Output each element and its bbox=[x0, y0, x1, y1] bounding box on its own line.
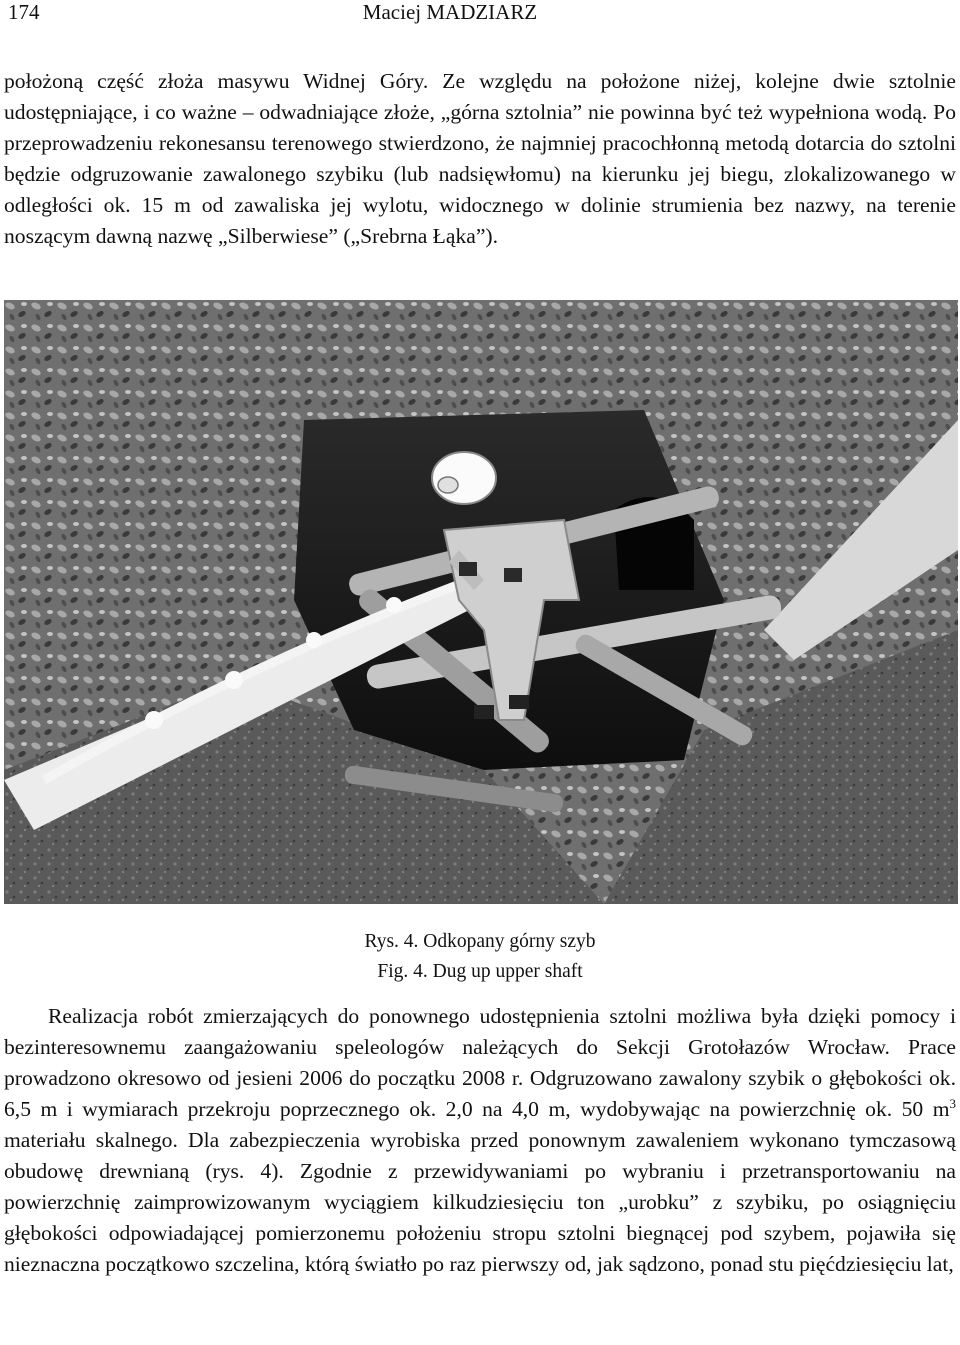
body-paragraph-1: położoną część złoża masywu Widnej Góry. Ze względu na położone niżej, kolejne dwie sztolnie udostępniające, i co ważne – odwadniające złoże, „górna sztolnia” nie powinna być też wypełniona wodą. Po przeprowadzeniu rekonesansu terenowego stwierdzono, że najmniej pracochłonną metodą dotarcia do sztolni będzie odgruzowanie zawalonego szybiku (lub nadsięwłomu) na kierunku jej biegu, zlokalizowanego w odległości ok. 15 m od zawaliska jej wylotu, widocznego w dolinie strumienia bez nazwy, na terenie noszącym dawną nazwę „Silberwiese” („Srebrna Łąka”). bbox=[4, 69, 956, 248]
figure-caption-polish: Rys. 4. Odkopany górny szyb bbox=[364, 931, 596, 952]
figure-caption-english: Fig. 4. Dug up upper shaft bbox=[377, 961, 583, 982]
figure-photo-shaft bbox=[4, 300, 958, 904]
superscript-cubic: 3 bbox=[949, 1095, 956, 1111]
running-head-author: Maciej MADZIARZ bbox=[362, 0, 538, 24]
body-paragraph-2-text-b: materiału skalnego. Dla zabezpieczenia wyrobiska przed ponownym zawaleniem wykonano tymczasową obudowę drewnianą (rys. 4). Zgodnie z przewidywaniami po wybraniu i przetransportowaniu na powierzchnię zaimprowizowanym wyciągiem kilkudziesięciu ton „urobku” z szybiku, po osiągnięciu głębokości odpowiadającej pomierzonemu położeniu stropu sztolni biegnącej pod szybem, pojawiła się nieznaczna początkowo szczelina, którą światło po raz pierwszy od, jak sądzono, ponad stu pięćdziesięciu lat, bbox=[4, 1128, 956, 1276]
body-paragraph-2-text-a: Realizacja robót zmierzających do ponownego udostępnienia sztolni możliwa była dzięki pomocy i bezinteresownemu zaangażowaniu speleologów należących do Sekcji Grotołazów Wrocław. Prace prowadzono okresowo od jesieni 2006 do początku 2008 r. Odgruzowano zawalony szybik o głębokości ok. 6,5 m i wymiarach przekroju poprzecznego ok. 2,0 na 4,0 m, wydobywając na powierzchnię ok. 50 m bbox=[4, 1004, 956, 1121]
body-paragraph-2 bbox=[4, 1001, 956, 1280]
page-header bbox=[0, 0, 960, 28]
page-number: 174 bbox=[8, 0, 40, 24]
shaft-photo-illustration bbox=[4, 300, 958, 904]
